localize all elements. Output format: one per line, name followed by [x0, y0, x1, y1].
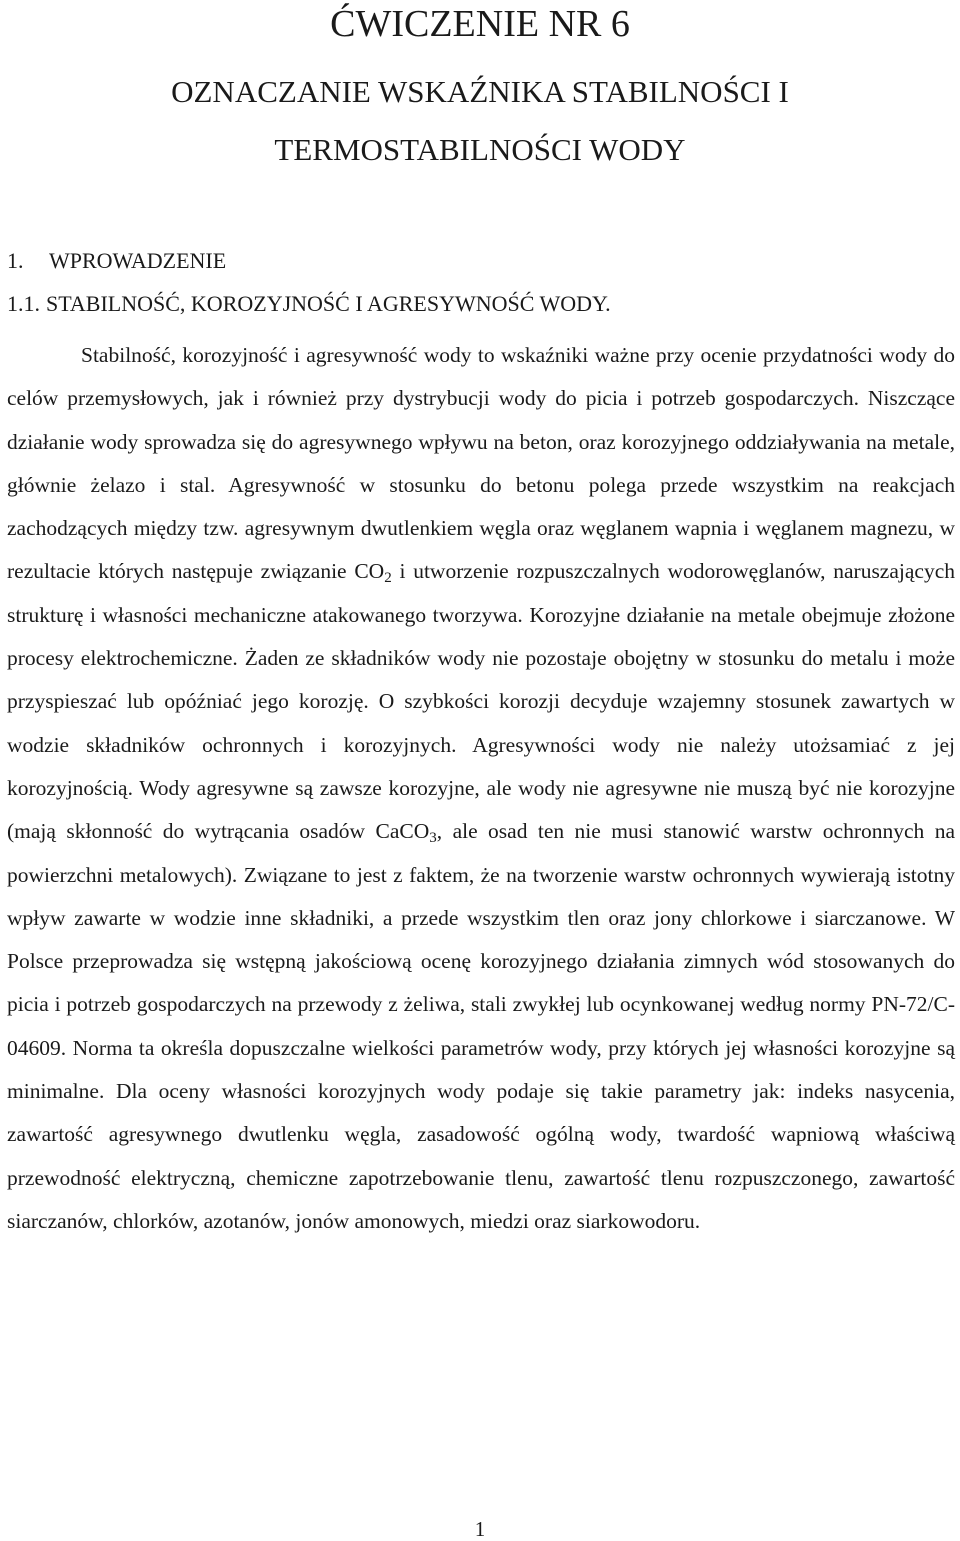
subsection-title: STABILNOŚĆ, KOROZYJNOŚĆ I AGRESYWNOŚĆ WODY. [46, 291, 611, 316]
document-subtitle-line2: TERMOSTABILNOŚCI WODY [274, 132, 686, 167]
section-heading [7, 248, 226, 274]
paragraph-part3: , ale osad ten nie musi stanowić warstw ochronnych na powierzchni metalowych). Związane to jest z faktem, że na tworzenie warstw ochronnych wywierają istotny wpływ zawarte w wodzie inne składniki, a przede wszystkim tlen oraz jony chlorkowe i siarczanowe. W Polsce przeprowadza się wstępną jakościową ocenę korozyjnego działania zimnych wód stosowanych do picia i potrzeb gospodarczych na przewody z żeliwa, stali zwykłej lub ocynkowanej według normy PN-72/C-04609. Norma ta określa dopuszczalne wielkości parametrów wody, przy których jej własności korozyjne są minimalne. Dla oceny własności korozyjnych wody podaje się takie parametry jak: indeks nasycenia, zawartość agresywnego dwutlenku węgla, zasadowość ogólną wody, twardość wapniową właściwą przewodność elektryczną, chemiczne zapotrzebowanie tlenu, zawartość tlenu rozpuszczonego, zawartość siarczanów, chlorków, azotanów, jonów amonowych, miedzi oraz siarkowodoru. [7, 819, 955, 1233]
paragraph-part1: Stabilność, korozyjność i agresywność wody to wskaźniki ważne przy ocenie przydatności wody do celów przemysłowych, jak i również przy dystrybucji wody do picia i potrzeb gospodarczych. Niszczące działanie wody sprowadza się do agresywnego wpływu na beton, oraz korozyjnego oddziaływania na metale, głównie żelazo i stal. Agresywność w stosunku do betonu polega przede wszystkim na reakcjach zachodzących między tzw. agresywnym dwutlenkiem węgla oraz węglanem wapnia i węglanem magnezu, w rezultacie których następuje związanie CO [7, 343, 955, 584]
document-subtitle-line1: OZNACZANIE WSKAŹNIKA STABILNOŚCI I [171, 74, 789, 109]
section-number: 1. [7, 248, 24, 273]
paragraph-part2: i utworzenie rozpuszczalnych wodorowęglanów, naruszających strukturę i własności mechaniczne atakowanego tworzywa. Korozyjne działanie na metale obejmuje złożone procesy elektrochemiczne. Żaden ze składników wody nie pozostaje obojętny w stosunku do metalu i może przyspieszać lub opóźniać jego korozję. O szybkości korozji decyduje wzajemny stosunek zawartych w wodzie składników ochronnych i korozyjnych. Agresywności wody nie należy utożsamiać z jej korozyjnością. Wody agresywne są zawsze korozyjne, ale wody nie agresywne nie muszą być nie korozyjne (mają skłonność do wytrącania osadów CaCO [7, 559, 955, 844]
body-paragraph [7, 334, 955, 1243]
subsection-heading [7, 291, 611, 317]
subsection-number: 1.1. [7, 291, 40, 316]
page-number: 1 [474, 1517, 486, 1541]
subscript-co2: 2 [384, 570, 392, 587]
document-title: ĆWICZENIE NR 6 [330, 3, 630, 45]
subscript-caco3: 3 [429, 830, 437, 847]
section-title: WPROWADZENIE [49, 248, 227, 273]
